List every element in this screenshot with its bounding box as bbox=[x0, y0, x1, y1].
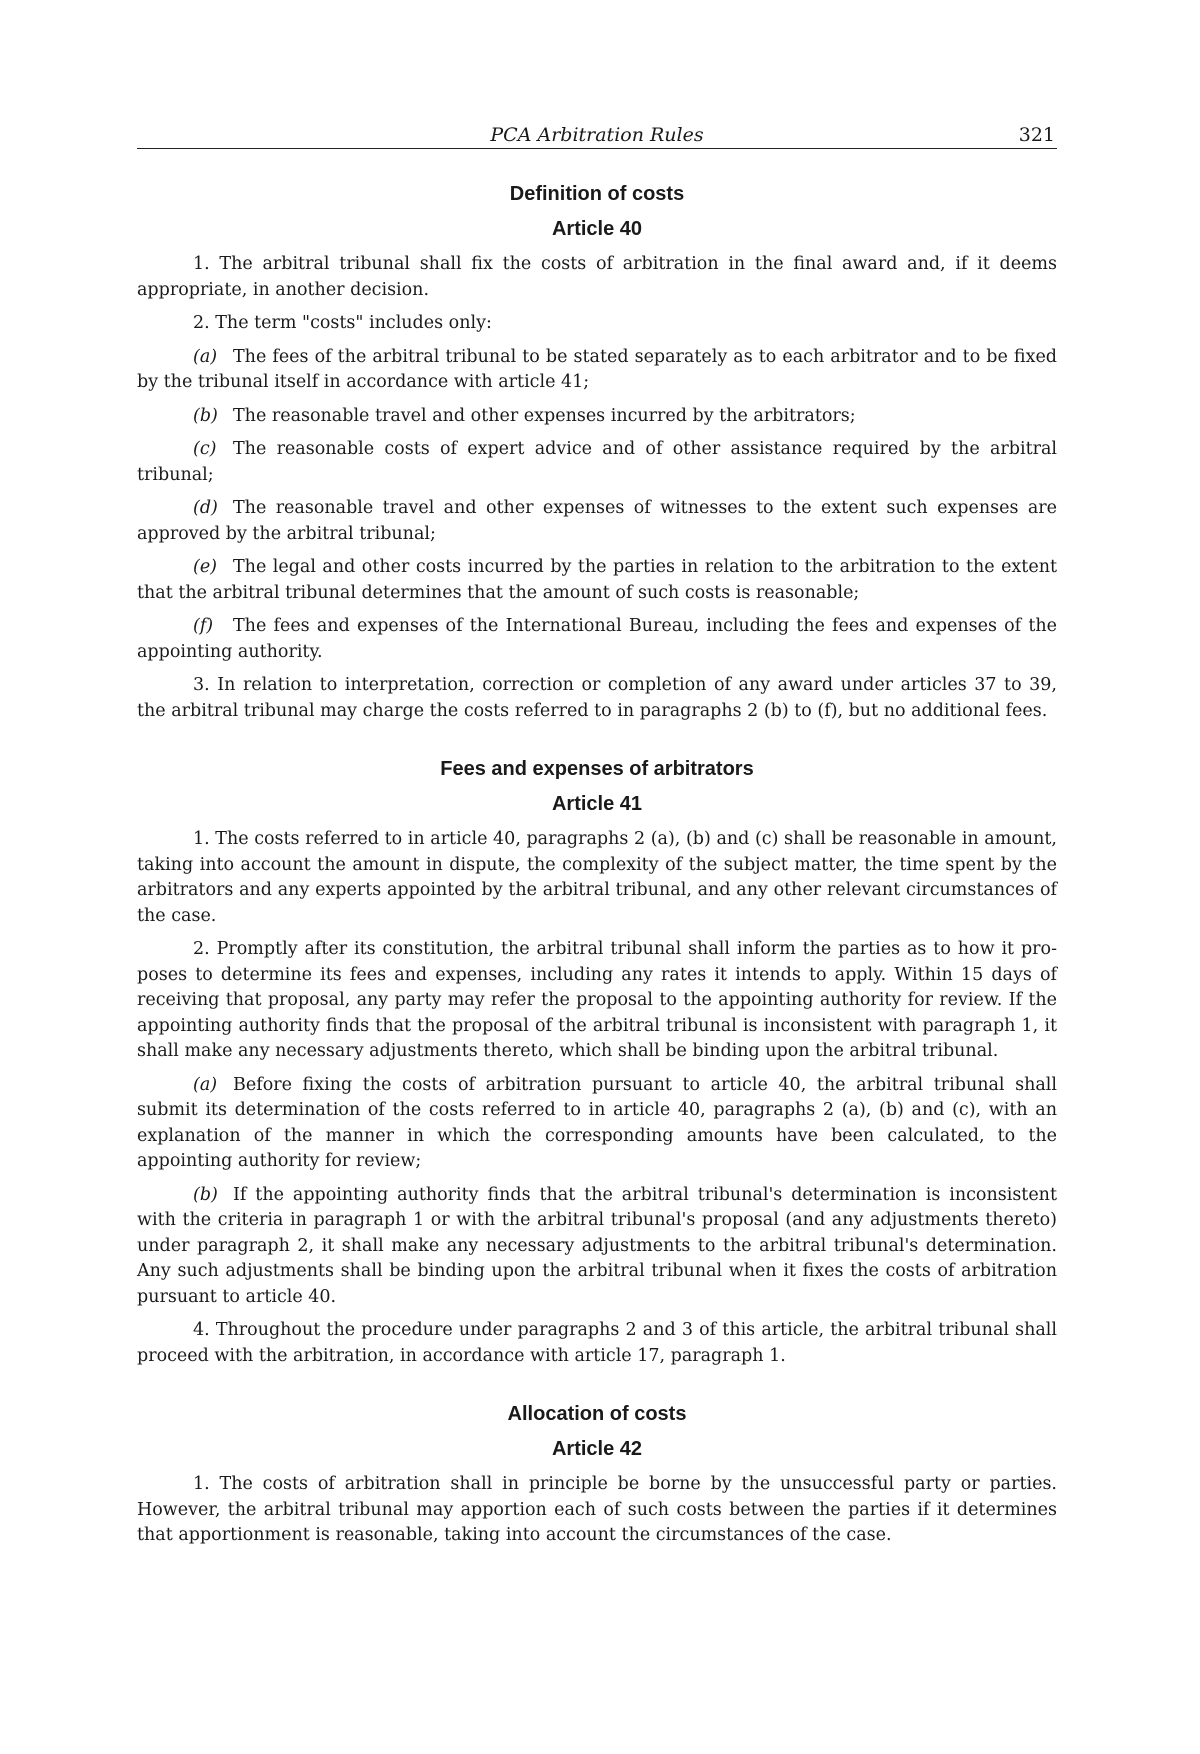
subparagraph bbox=[137, 404, 1057, 430]
section-heading: Definition of costs bbox=[509, 183, 685, 205]
subparagraph-text: The legal and other costs incurred by the parties in relation to the arbitration to the extent that the arbitral tribunal determines that the amount of such costs is reasonable; bbox=[137, 557, 1057, 603]
subparagraph-text: If the appointing authority finds that the arbitral tribunal's determination is inconsistent with the criteria in paragraph 1 or with the arbitral tribunal's proposal (and any adjustments thereto) under paragraph 2, it shall make any necessary adjustments to the arbitral tribunal's determination. Any such adjustments shall be binding upon the arbitral tribunal when it fixes the costs of arbitration pursuant to article 40. bbox=[137, 1184, 1057, 1307]
article-heading: Article 42 bbox=[551, 1438, 643, 1460]
subparagraph-text: The reasonable travel and other expenses incurred by the arbitrators; bbox=[233, 405, 856, 426]
paragraph: 1. The costs of arbitration shall in principle be borne by the unsuccessful party or parties. However, the arbitral tribunal may apportion each of such costs between the parties if it determines that apportionment is reasonable, taking into account the circumstances of the case. bbox=[137, 1474, 1057, 1545]
subparagraph bbox=[137, 1073, 1057, 1175]
subparagraph bbox=[137, 555, 1057, 606]
subparagraph-label: (b) bbox=[193, 405, 218, 426]
section-heading: Fees and expenses of arbitrators bbox=[440, 758, 754, 780]
section-article-42 bbox=[137, 1401, 1057, 1549]
paragraph: 2. Promptly after its constitution, the arbitral tribunal shall inform the parties as to how it proposes to determine its fees and expenses, including any rates it intends to apply. Within 15 days of receiving that proposal, any party may refer the proposal to the appointing authority for review. If the appointing authority finds that the proposal of the arbitral tribunal is inconsistent with paragraph 1, it shall make any necessary adjustments thereto, which shall be binding upon the arbitral tribunal. bbox=[137, 939, 1057, 1061]
article-heading: Article 40 bbox=[551, 218, 643, 240]
article-heading: Article 41 bbox=[551, 793, 643, 815]
subparagraph-label: (d) bbox=[193, 498, 218, 518]
subparagraph-label: (f) bbox=[193, 616, 214, 636]
subparagraph-label: (b) bbox=[193, 1184, 218, 1205]
subparagraph-label: (c) bbox=[193, 439, 217, 459]
subparagraph-label: (e) bbox=[193, 557, 218, 577]
paragraph: 1. The costs referred to in article 40, paragraphs 2 (a), (b) and (c) shall be reasonable in amount, taking into account the amount in dispute, the complexity of the subject matter, the time spent by the arbitrators and any experts appointed by the arbitral tribunal, and any other relevant circumstances of the case. bbox=[137, 829, 1057, 926]
subparagraph bbox=[137, 345, 1057, 396]
subparagraph-text: Before fixing the costs of arbitration pursuant to article 40, the arbitral tribunal shall submit its determination of the costs referred to in article 40, paragraphs 2 (a), (b) and (c), with an explanation of the manner in which the corresponding amounts have been calculated, to the appointing authority for review; bbox=[137, 1074, 1057, 1171]
subparagraph-label: (a) bbox=[193, 346, 218, 367]
section-article-41 bbox=[137, 756, 1057, 1369]
running-header-title: PCA Arbitration Rules bbox=[490, 124, 704, 146]
subparagraph bbox=[137, 614, 1057, 665]
subparagraph-text: The reasonable costs of expert advice and of other assistance required by the arbitral tribunal; bbox=[137, 439, 1057, 485]
document-page bbox=[137, 118, 1057, 1557]
subparagraph bbox=[137, 1183, 1057, 1311]
running-header bbox=[137, 118, 1057, 149]
page-number: 321 bbox=[1018, 124, 1055, 146]
subparagraph bbox=[137, 496, 1057, 547]
subparagraph-text: The reasonable travel and other expenses of witnesses to the extent such expenses are approved by the arbitral tribunal; bbox=[137, 498, 1057, 544]
subparagraph bbox=[137, 437, 1057, 488]
subparagraph-label: (a) bbox=[193, 1074, 218, 1095]
section-heading: Allocation of costs bbox=[507, 1403, 687, 1425]
paragraph: 3. In relation to interpretation, correction or completion of any award under articles 37 to 39, the arbitral tribunal may charge the costs referred to in paragraphs 2 (b) to (f), but no additional fees. bbox=[137, 675, 1057, 721]
section-article-40 bbox=[137, 181, 1057, 724]
paragraph: 2. The term "costs" includes only: bbox=[193, 313, 492, 333]
subparagraph-text: The fees and expenses of the International Bureau, including the fees and expenses of the appointing authority. bbox=[137, 616, 1057, 662]
paragraph: 1. The arbitral tribunal shall fix the costs of arbitration in the final award and, if it deems appropriate, in another decision. bbox=[137, 254, 1057, 300]
subparagraph-text: The fees of the arbitral tribunal to be stated separately as to each arbitrator and to be fixed by the tribunal itself in accordance with article 41; bbox=[137, 346, 1057, 392]
paragraph: 4. Throughout the procedure under paragraphs 2 and 3 of this article, the arbitral tribunal shall proceed with the arbitration, in accordance with article 17, paragraph 1. bbox=[137, 1320, 1057, 1366]
